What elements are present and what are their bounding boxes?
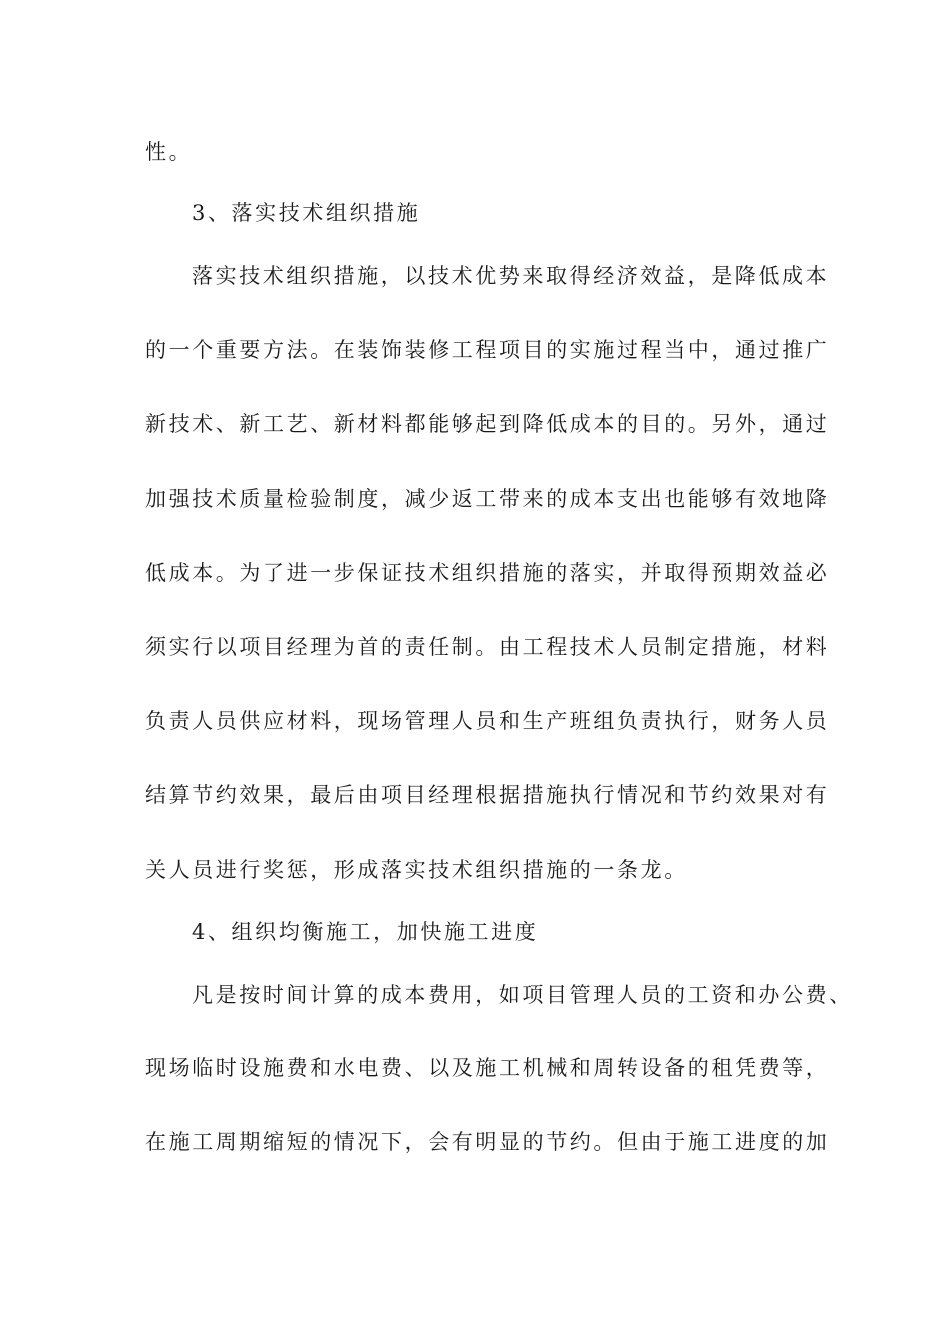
text-line: 关人员进行奖惩，形成落实技术组织措施的一条龙。 bbox=[145, 858, 688, 882]
text-line: 落实技术组织措施，以技术优势来取得经济效益，是降低成本 bbox=[192, 264, 830, 288]
text-line: 低成本。为了进一步保证技术组织措施的落实，并取得预期效益必 bbox=[145, 561, 830, 585]
text-line: 加强技术质量检验制度，减少返工带来的成本支出也能够有效地降 bbox=[145, 487, 830, 511]
section-heading: 3、落实技术组织措施 bbox=[192, 201, 421, 225]
text-line: 凡是按时间计算的成本费用，如项目管理人员的工资和办公费、 bbox=[192, 983, 853, 1007]
text-line: 性。 bbox=[145, 140, 193, 164]
text-line: 在施工周期缩短的情况下，会有明显的节约。但由于施工进度的加 bbox=[145, 1130, 830, 1154]
text-line: 现场临时设施费和水电费、以及施工机械和周转设备的租凭费等， bbox=[145, 1056, 830, 1080]
section-heading: 4、组织均衡施工，加快施工进度 bbox=[192, 920, 539, 944]
text-line: 的一个重要方法。在装饰装修工程项目的实施过程当中，通过推广 bbox=[145, 338, 830, 362]
text-line: 新技术、新工艺、新材料都能够起到降低成本的目的。另外，通过 bbox=[145, 412, 830, 436]
text-line: 结算节约效果，最后由项目经理根据措施执行情况和节约效果对有 bbox=[145, 783, 830, 807]
text-line: 负责人员供应材料，现场管理人员和生产班组负责执行，财务人员 bbox=[145, 709, 830, 733]
text-line: 须实行以项目经理为首的责任制。由工程技术人员制定措施，材料 bbox=[145, 635, 830, 659]
